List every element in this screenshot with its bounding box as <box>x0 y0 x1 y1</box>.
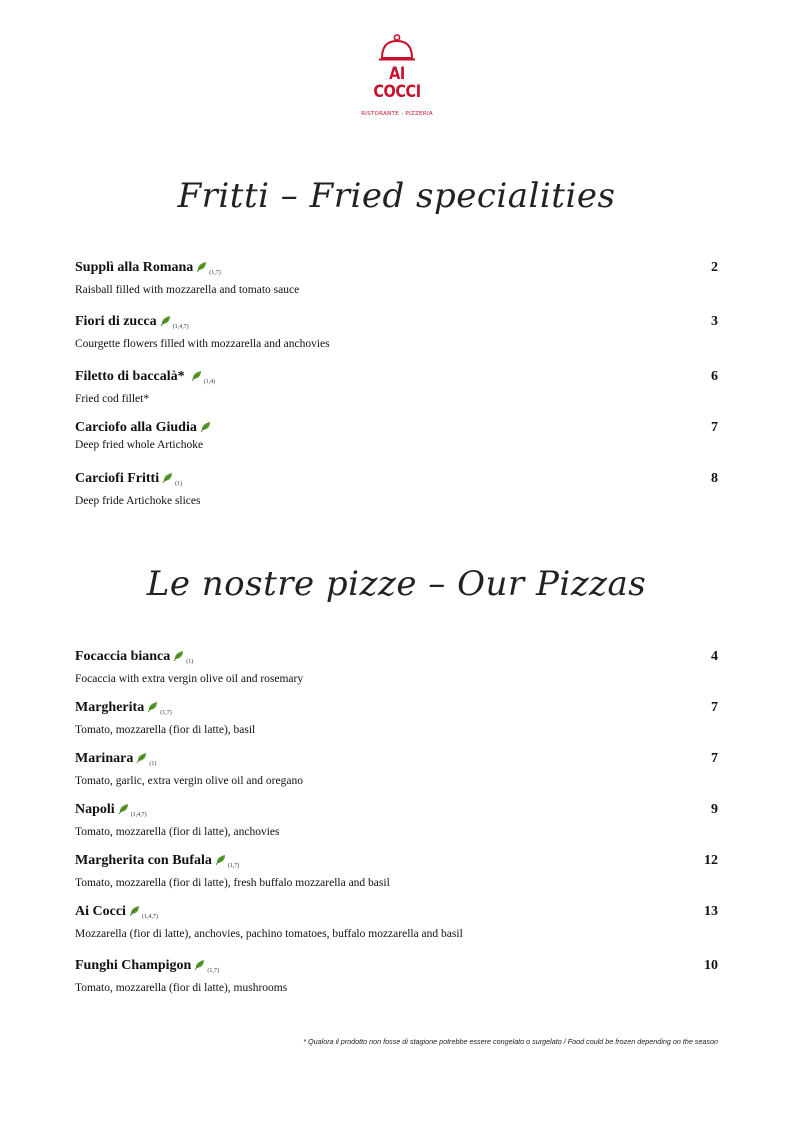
leaf-icon <box>118 802 130 819</box>
menu-item-description: Tomato, mozzarella (fior di latte), basil <box>75 724 256 736</box>
menu-item-price: 9 <box>711 802 718 817</box>
leaf-icon <box>173 649 185 666</box>
menu-item-price: 3 <box>711 314 718 329</box>
allergen-codes: (1,4,7) <box>130 812 147 818</box>
menu-item-description: Tomato, mozzarella (fior di latte), anchovies <box>75 826 280 838</box>
menu-item-price: 2 <box>711 260 718 275</box>
cloche-icon <box>377 34 417 64</box>
leaf-icon <box>162 471 174 488</box>
menu-item <box>75 313 718 351</box>
restaurant-logo <box>360 34 434 117</box>
menu-item-name: Fiori di zucca $_{(1,4,7)}$ <box>75 314 189 330</box>
menu-item-name: Margherita $_{(1,7)}$ <box>75 700 172 716</box>
section-title-pizzas: Le nostre pizze – Our Pizzas <box>146 564 647 604</box>
section-title-fritti: Fritti – Fried specialities <box>177 176 616 216</box>
menu-item <box>75 470 718 508</box>
menu-item-price: 12 <box>704 853 718 868</box>
leaf-icon <box>200 420 212 437</box>
menu-item-price: 8 <box>711 471 718 486</box>
logo-subtitle: RISTORANTE - PIZZERIA <box>361 111 433 117</box>
menu-item-price: 13 <box>704 904 718 919</box>
allergen-codes: (1,7) <box>207 968 219 974</box>
menu-item <box>75 648 718 686</box>
leaf-icon <box>191 369 203 386</box>
menu-item <box>75 368 718 406</box>
allergen-codes: (1,4,7) <box>141 914 158 920</box>
menu-item-description: Deep fried whole Artichoke <box>75 439 204 451</box>
menu-item-name: Funghi Champigon $_{(1,7)}$ <box>75 958 219 974</box>
menu-item-description: Tomato, mozzarella (fior di latte), fresh buffalo mozzarella and basil <box>75 877 390 889</box>
menu-item <box>75 750 718 788</box>
allergen-codes: (1,7) <box>160 710 172 716</box>
menu-item-name: Carciofi Fritti $_{(1)}$ <box>75 471 183 487</box>
menu-item-description: Raisball filled with mozzarella and tomato sauce <box>75 284 300 296</box>
leaf-icon <box>129 904 141 921</box>
leaf-icon <box>147 700 159 717</box>
allergen-codes: (1,4) <box>203 379 216 385</box>
leaf-icon <box>136 751 148 768</box>
leaf-icon <box>215 853 227 870</box>
allergen-codes: (1) <box>186 659 194 665</box>
menu-item-name: Margherita con Bufala $_{(1,7)}$ <box>75 853 240 869</box>
allergen-codes: (1) <box>149 761 157 767</box>
menu-item <box>75 259 718 297</box>
allergen-codes: (1,4,7) <box>172 324 189 330</box>
menu-item-description: Deep fride Artichoke slices <box>75 495 201 507</box>
menu-item-price: 10 <box>704 958 718 973</box>
menu-item-price: 7 <box>711 751 718 766</box>
menu-item-description: Tomato, mozzarella (fior di latte), mushrooms <box>75 982 288 994</box>
menu-item-description: Courgette flowers filled with mozzarella and anchovies <box>75 338 330 350</box>
menu-item-name: Carciofo alla Giudia <box>75 419 718 437</box>
leaf-icon <box>194 958 206 975</box>
menu-item-description: Focaccia with extra vergin olive oil and rosemary <box>75 673 304 685</box>
allergen-codes: (1,7) <box>227 863 240 869</box>
menu-item <box>75 699 718 737</box>
menu-item-name: Marinara $_{(1)}$ <box>75 751 157 767</box>
menu-item-price: 4 <box>711 649 718 664</box>
menu-item-name: Supplì alla Romana $_{(1,7)}$ <box>75 260 221 276</box>
menu-item <box>75 801 718 839</box>
menu-item-price: 6 <box>711 369 718 384</box>
menu-item-name: Focaccia bianca $_{(1)}$ <box>75 649 194 665</box>
menu-item <box>75 419 718 452</box>
allergen-codes: (1,7) <box>209 270 221 276</box>
logo-name: AI COCCI <box>373 64 421 102</box>
allergen-codes: (1) <box>175 481 183 487</box>
menu-item-description: Tomato, garlic, extra vergin olive oil and oregano <box>75 775 303 787</box>
menu-item <box>75 957 718 995</box>
menu-item-price: 7 <box>711 420 718 435</box>
menu-item-name: Filetto di baccalà* $_{(1,4)}$ <box>75 369 216 385</box>
leaf-icon <box>196 260 208 277</box>
footnote: * Qualora il prodotto non fosse di stagione potrebbe essere congelato o surgelato / Food could be frozen depending on the season <box>303 1037 718 1046</box>
menu-item-name: Ai Cocci $_{(1,4,7)}$ <box>75 904 158 920</box>
menu-item-name: Napoli $_{(1,4,7)}$ <box>75 802 147 818</box>
menu-item-description: Fried cod fillet* <box>75 393 150 405</box>
menu-item-description: Mozzarella (fior di latte), anchovies, pachino tomatoes, buffalo mozzarella and basil <box>75 928 463 940</box>
menu-item <box>75 852 718 890</box>
menu-item-price: 7 <box>711 700 718 715</box>
menu-item <box>75 903 718 941</box>
leaf-icon <box>160 314 172 331</box>
